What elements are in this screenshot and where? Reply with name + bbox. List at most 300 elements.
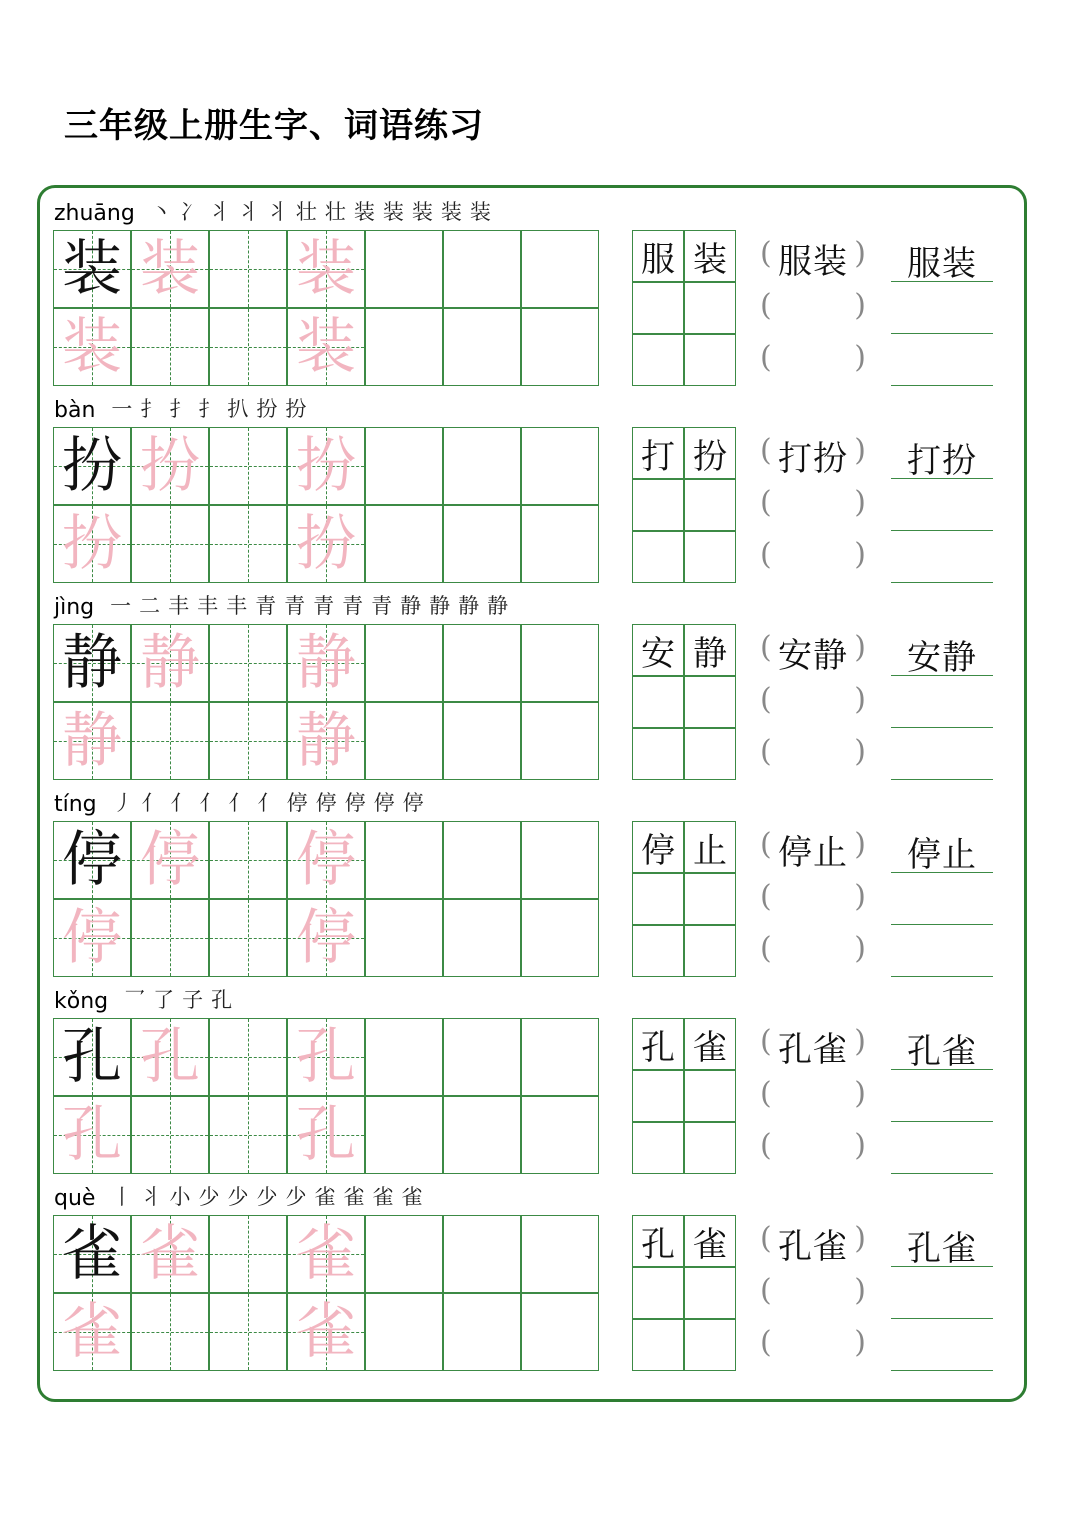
underline-blank[interactable] — [891, 334, 993, 386]
paren-blank[interactable] — [760, 1319, 866, 1371]
writing-cell[interactable] — [131, 899, 209, 977]
writing-cell[interactable] — [287, 1215, 365, 1293]
underline-blank[interactable] — [891, 676, 993, 728]
word-cell[interactable] — [684, 427, 736, 479]
stroke-step: 丨 — [111, 1185, 133, 1209]
underline — [891, 976, 993, 977]
guide-line-vertical — [170, 506, 171, 582]
practice-section — [0, 781, 1080, 978]
word-character: 雀 — [693, 1027, 727, 1068]
writing-cell[interactable] — [443, 1018, 521, 1096]
writing-cell[interactable] — [53, 1096, 131, 1174]
paren-right: ) — [854, 1325, 866, 1360]
writing-cell[interactable] — [365, 1293, 443, 1371]
stroke-step: 亻 — [228, 791, 250, 815]
writing-cell[interactable] — [209, 702, 287, 780]
writing-cell[interactable] — [287, 308, 365, 386]
word-cell[interactable] — [632, 334, 684, 386]
underline-blank[interactable] — [891, 728, 993, 780]
paren-blank[interactable] — [760, 728, 866, 780]
trace-character: 雀 — [62, 1297, 122, 1367]
paren-right: ) — [854, 879, 866, 914]
underline-blank[interactable] — [891, 427, 993, 479]
writing-cell[interactable] — [521, 624, 599, 702]
writing-cell[interactable] — [521, 1215, 599, 1293]
paren-left: ( — [760, 630, 772, 665]
writing-cell[interactable] — [521, 1018, 599, 1096]
pinyin-label: kǒng — [54, 989, 109, 1014]
underline-word: 孔雀 — [907, 1229, 977, 1269]
writing-cell[interactable] — [443, 230, 521, 308]
writing-cell[interactable] — [53, 1018, 131, 1096]
writing-cell[interactable] — [53, 624, 131, 702]
writing-cell[interactable] — [521, 505, 599, 583]
stroke-step: 了 — [153, 988, 175, 1012]
word-character: 孔 — [641, 1224, 675, 1265]
paren-blank[interactable] — [760, 873, 866, 925]
paren-left: ( — [760, 1024, 772, 1059]
writing-cell[interactable] — [209, 1018, 287, 1096]
paren-right: ) — [854, 485, 866, 520]
word-cell[interactable] — [632, 479, 684, 531]
writing-cell[interactable] — [209, 1096, 287, 1174]
underline-blank[interactable] — [891, 531, 993, 583]
writing-cell[interactable] — [287, 899, 365, 977]
word-cell[interactable] — [684, 728, 736, 780]
word-cell[interactable] — [684, 282, 736, 334]
paren-right: ) — [854, 1273, 866, 1308]
paren-word: 孔雀 — [778, 1227, 848, 1267]
paren-blank[interactable] — [760, 282, 866, 334]
writing-cell[interactable] — [53, 427, 131, 505]
writing-cell[interactable] — [131, 624, 209, 702]
word-grid — [632, 230, 736, 388]
stroke-step: 壮 — [324, 200, 346, 224]
stroke-step: 亻 — [170, 791, 192, 815]
writing-cell[interactable] — [365, 1018, 443, 1096]
paren-left: ( — [760, 682, 772, 717]
writing-cell[interactable] — [209, 899, 287, 977]
guide-line-vertical — [248, 625, 249, 701]
writing-cell[interactable] — [443, 505, 521, 583]
paren-left: ( — [760, 485, 772, 520]
writing-cell[interactable] — [521, 308, 599, 386]
writing-cell[interactable] — [521, 702, 599, 780]
underline-blank[interactable] — [891, 821, 993, 873]
writing-cell[interactable] — [287, 1018, 365, 1096]
stroke-step: 孔 — [211, 988, 233, 1012]
stroke-step: 扌 — [198, 397, 220, 421]
word-cell[interactable] — [684, 624, 736, 676]
paren-left: ( — [760, 931, 772, 966]
writing-cell[interactable] — [131, 1215, 209, 1293]
model-character: 雀 — [62, 1219, 122, 1289]
stroke-step: 丰 — [168, 594, 190, 618]
writing-cell[interactable] — [365, 624, 443, 702]
writing-cell[interactable] — [131, 427, 209, 505]
character-grid — [53, 821, 601, 979]
guide-line-vertical — [170, 900, 171, 976]
stroke-step: 停 — [344, 791, 366, 815]
word-character: 静 — [693, 633, 727, 674]
stroke-step: 扮 — [256, 397, 278, 421]
stroke-step: 乛 — [124, 988, 146, 1012]
underline-blank[interactable] — [891, 1215, 993, 1267]
writing-cell[interactable] — [443, 1096, 521, 1174]
underline-word: 打扮 — [907, 441, 977, 481]
word-cell[interactable] — [632, 1319, 684, 1371]
writing-cell[interactable] — [443, 702, 521, 780]
practice-section — [0, 190, 1080, 387]
word-cell[interactable] — [632, 1215, 684, 1267]
paren-left: ( — [760, 537, 772, 572]
writing-cell[interactable] — [287, 1096, 365, 1174]
character-grid — [53, 1018, 601, 1176]
writing-cell[interactable] — [131, 230, 209, 308]
writing-cell[interactable] — [365, 505, 443, 583]
paren-blank[interactable] — [760, 1018, 866, 1070]
paren-blank[interactable] — [760, 821, 866, 873]
underline-word: 停止 — [907, 835, 977, 875]
underline-blank[interactable] — [891, 1070, 993, 1122]
paren-blank[interactable] — [760, 230, 866, 282]
paren-word: 服装 — [778, 242, 848, 282]
trace-character: 停 — [62, 903, 122, 973]
word-cell[interactable] — [684, 1215, 736, 1267]
writing-cell[interactable] — [53, 702, 131, 780]
paren-blank[interactable] — [760, 479, 866, 531]
guide-line-vertical — [170, 703, 171, 779]
pinyin-label: què — [54, 1186, 96, 1211]
trace-character: 扮 — [296, 509, 356, 579]
writing-cell[interactable] — [443, 624, 521, 702]
stroke-step: 扒 — [227, 397, 249, 421]
paren-right: ) — [854, 827, 866, 862]
stroke-step: 雀 — [401, 1185, 423, 1209]
word-cell[interactable] — [632, 1267, 684, 1319]
word-cell[interactable] — [632, 624, 684, 676]
underline-blank[interactable] — [891, 282, 993, 334]
word-cell[interactable] — [684, 676, 736, 728]
underline-blank[interactable] — [891, 1122, 993, 1174]
underline — [891, 582, 993, 583]
word-cell[interactable] — [632, 282, 684, 334]
writing-cell[interactable] — [131, 1018, 209, 1096]
stroke-step: 装 — [411, 200, 433, 224]
writing-cell[interactable] — [131, 702, 209, 780]
stroke-step: 青 — [255, 594, 277, 618]
guide-line-vertical — [248, 1019, 249, 1095]
stroke-step: 亻 — [257, 791, 279, 815]
stroke-step: 丬 — [266, 200, 288, 224]
writing-cell[interactable] — [53, 308, 131, 386]
word-cell[interactable] — [632, 728, 684, 780]
writing-cell[interactable] — [53, 1293, 131, 1371]
writing-cell[interactable] — [365, 308, 443, 386]
character-grid — [53, 427, 601, 585]
model-character: 停 — [62, 825, 122, 895]
paren-blank[interactable] — [760, 334, 866, 386]
stroke-step: 雀 — [314, 1185, 336, 1209]
writing-cell[interactable] — [53, 505, 131, 583]
stroke-step: 亻 — [141, 791, 163, 815]
writing-cell[interactable] — [365, 427, 443, 505]
stroke-step: 静 — [429, 594, 451, 618]
word-cell[interactable] — [632, 873, 684, 925]
writing-cell[interactable] — [209, 821, 287, 899]
stroke-step: 装 — [382, 200, 404, 224]
stroke-step: 二 — [139, 594, 161, 618]
writing-cell[interactable] — [287, 230, 365, 308]
stroke-step: 少 — [285, 1185, 307, 1209]
writing-cell[interactable] — [365, 702, 443, 780]
word-character: 孔 — [641, 1027, 675, 1068]
guide-line-vertical — [170, 1294, 171, 1370]
writing-cell[interactable] — [209, 427, 287, 505]
word-cell[interactable] — [684, 230, 736, 282]
writing-cell[interactable] — [521, 899, 599, 977]
guide-line-vertical — [248, 309, 249, 385]
stroke-step: 丰 — [226, 594, 248, 618]
underline-blank[interactable] — [891, 1319, 993, 1371]
writing-cell[interactable] — [443, 308, 521, 386]
trace-character: 雀 — [296, 1219, 356, 1289]
word-cell[interactable] — [632, 531, 684, 583]
word-character: 装 — [693, 239, 727, 280]
writing-cell[interactable] — [209, 505, 287, 583]
stroke-step: 青 — [313, 594, 335, 618]
stroke-step: 少 — [227, 1185, 249, 1209]
trace-character: 扮 — [62, 509, 122, 579]
word-cell[interactable] — [684, 1018, 736, 1070]
paren-blank[interactable] — [760, 624, 866, 676]
stroke-step: 丬 — [208, 200, 230, 224]
writing-cell[interactable] — [131, 1293, 209, 1371]
stroke-step: 装 — [469, 200, 491, 224]
stroke-step: 少 — [256, 1185, 278, 1209]
word-grid — [632, 821, 736, 979]
writing-cell[interactable] — [443, 1215, 521, 1293]
word-character: 止 — [693, 830, 727, 871]
guide-line-vertical — [248, 822, 249, 898]
practice-section — [0, 387, 1080, 584]
practice-section — [0, 584, 1080, 781]
stroke-step: 壮 — [295, 200, 317, 224]
underline — [891, 1370, 993, 1371]
word-grid — [632, 427, 736, 585]
underline-blank[interactable] — [891, 1267, 993, 1319]
trace-character: 雀 — [140, 1219, 200, 1289]
trace-character: 雀 — [296, 1297, 356, 1367]
guide-line-vertical — [170, 309, 171, 385]
writing-cell[interactable] — [287, 624, 365, 702]
model-character: 扮 — [62, 431, 122, 501]
writing-cell[interactable] — [287, 505, 365, 583]
stroke-step: 扌 — [169, 397, 191, 421]
word-cell[interactable] — [684, 925, 736, 977]
underline-blank[interactable] — [891, 1018, 993, 1070]
writing-cell[interactable] — [443, 821, 521, 899]
writing-cell[interactable] — [209, 308, 287, 386]
paren-blank[interactable] — [760, 531, 866, 583]
underline-word: 安静 — [907, 638, 977, 678]
stroke-order-row — [54, 781, 432, 817]
trace-character: 孔 — [296, 1100, 356, 1170]
word-cell[interactable] — [632, 1122, 684, 1174]
writing-cell[interactable] — [443, 427, 521, 505]
stroke-step: 少 — [198, 1185, 220, 1209]
paren-right: ) — [854, 537, 866, 572]
writing-cell[interactable] — [209, 624, 287, 702]
word-cell[interactable] — [684, 1267, 736, 1319]
trace-character: 扮 — [296, 431, 356, 501]
paren-left: ( — [760, 1221, 772, 1256]
paren-left: ( — [760, 1128, 772, 1163]
paren-left: ( — [760, 288, 772, 323]
pinyin-label: zhuāng — [54, 201, 135, 226]
guide-line-vertical — [248, 1216, 249, 1292]
stroke-step: 青 — [371, 594, 393, 618]
stroke-step: 子 — [182, 988, 204, 1012]
word-cell[interactable] — [632, 1018, 684, 1070]
writing-cell[interactable] — [287, 821, 365, 899]
stroke-step: 停 — [373, 791, 395, 815]
stroke-step: 装 — [353, 200, 375, 224]
writing-cell[interactable] — [365, 1215, 443, 1293]
word-character: 安 — [641, 633, 675, 674]
writing-cell[interactable] — [209, 1215, 287, 1293]
writing-cell[interactable] — [53, 899, 131, 977]
paren-word: 安静 — [778, 636, 848, 676]
word-grid — [632, 1215, 736, 1373]
writing-cell[interactable] — [287, 702, 365, 780]
word-cell[interactable] — [684, 1070, 736, 1122]
word-character: 停 — [641, 830, 675, 871]
writing-cell[interactable] — [521, 1293, 599, 1371]
stroke-step: 冫 — [179, 200, 201, 224]
writing-cell[interactable] — [365, 230, 443, 308]
word-character: 打 — [641, 436, 675, 477]
writing-cell[interactable] — [53, 230, 131, 308]
writing-cell[interactable] — [53, 821, 131, 899]
underline-blank[interactable] — [891, 624, 993, 676]
word-grid — [632, 624, 736, 782]
character-grid — [53, 230, 601, 388]
underline-blank[interactable] — [891, 925, 993, 977]
writing-cell[interactable] — [131, 821, 209, 899]
writing-cell[interactable] — [521, 1096, 599, 1174]
paren-blank[interactable] — [760, 1267, 866, 1319]
underline-blank[interactable] — [891, 230, 993, 282]
trace-character: 装 — [296, 312, 356, 382]
paren-right: ) — [854, 433, 866, 468]
stroke-step: 雀 — [343, 1185, 365, 1209]
writing-cell[interactable] — [131, 1096, 209, 1174]
stroke-order-row — [54, 1175, 430, 1211]
writing-cell[interactable] — [521, 427, 599, 505]
paren-blank[interactable] — [760, 1070, 866, 1122]
paren-left: ( — [760, 1273, 772, 1308]
word-cell[interactable] — [684, 873, 736, 925]
writing-cell[interactable] — [365, 821, 443, 899]
writing-cell[interactable] — [365, 1096, 443, 1174]
trace-character: 孔 — [62, 1100, 122, 1170]
paren-blank[interactable] — [760, 1215, 866, 1267]
word-character: 扮 — [693, 436, 727, 477]
stroke-step: 雀 — [372, 1185, 394, 1209]
writing-cell[interactable] — [131, 308, 209, 386]
writing-cell[interactable] — [53, 1215, 131, 1293]
word-cell[interactable] — [632, 1070, 684, 1122]
guide-line-vertical — [248, 703, 249, 779]
word-cell[interactable] — [684, 531, 736, 583]
guide-line-vertical — [248, 1097, 249, 1173]
writing-cell[interactable] — [365, 899, 443, 977]
paren-right: ) — [854, 734, 866, 769]
trace-character: 停 — [296, 903, 356, 973]
writing-cell[interactable] — [443, 899, 521, 977]
stroke-step: 停 — [402, 791, 424, 815]
word-character: 雀 — [693, 1224, 727, 1265]
stroke-step: 停 — [286, 791, 308, 815]
paren-right: ) — [854, 288, 866, 323]
paren-blank[interactable] — [760, 925, 866, 977]
word-cell[interactable] — [684, 1319, 736, 1371]
paren-right: ) — [854, 340, 866, 375]
paren-right: ) — [854, 931, 866, 966]
paren-left: ( — [760, 879, 772, 914]
word-cell[interactable] — [632, 821, 684, 873]
writing-cell[interactable] — [209, 1293, 287, 1371]
word-cell[interactable] — [632, 230, 684, 282]
writing-cell[interactable] — [521, 230, 599, 308]
guide-line-vertical — [248, 506, 249, 582]
paren-right: ) — [854, 1076, 866, 1111]
stroke-step: 扌 — [140, 397, 162, 421]
word-cell[interactable] — [684, 479, 736, 531]
underline-blank[interactable] — [891, 873, 993, 925]
paren-blank[interactable] — [760, 427, 866, 479]
writing-cell[interactable] — [209, 230, 287, 308]
stroke-step: 亻 — [199, 791, 221, 815]
writing-cell[interactable] — [521, 821, 599, 899]
word-cell[interactable] — [684, 1122, 736, 1174]
character-grid — [53, 624, 601, 782]
trace-character: 孔 — [296, 1022, 356, 1092]
trace-character: 停 — [296, 825, 356, 895]
word-cell[interactable] — [632, 925, 684, 977]
stroke-step: 小 — [169, 1185, 191, 1209]
paren-blank[interactable] — [760, 1122, 866, 1174]
word-character: 服 — [641, 239, 675, 280]
word-cell[interactable] — [632, 427, 684, 479]
underline — [891, 1173, 993, 1174]
writing-cell[interactable] — [443, 1293, 521, 1371]
writing-cell[interactable] — [287, 427, 365, 505]
word-cell[interactable] — [632, 676, 684, 728]
underline-blank[interactable] — [891, 479, 993, 531]
word-cell[interactable] — [684, 334, 736, 386]
stroke-step: 丶 — [150, 200, 172, 224]
writing-cell[interactable] — [131, 505, 209, 583]
stroke-step: 丬 — [140, 1185, 162, 1209]
paren-blank[interactable] — [760, 676, 866, 728]
writing-cell[interactable] — [287, 1293, 365, 1371]
model-character: 静 — [62, 628, 122, 698]
practice-section — [0, 978, 1080, 1175]
word-cell[interactable] — [684, 821, 736, 873]
pinyin-label: bàn — [54, 398, 96, 423]
